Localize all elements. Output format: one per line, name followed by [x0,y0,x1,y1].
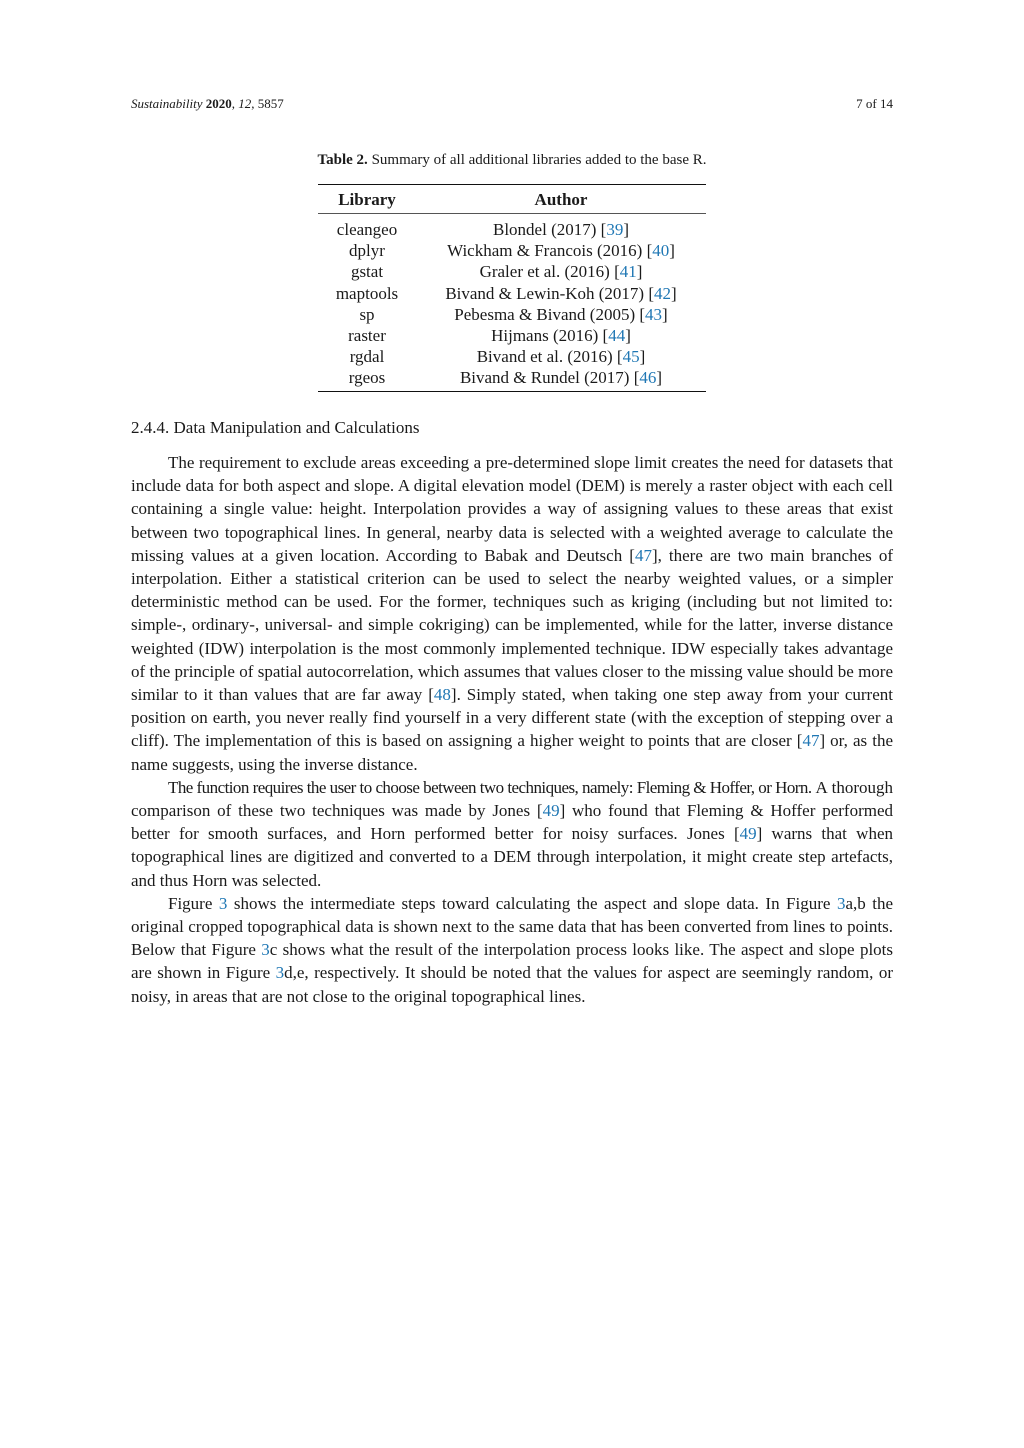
citation-link[interactable]: 43 [645,304,663,324]
citation-link[interactable]: 47 [634,545,652,565]
author-cell: Pebesma & Bivand (2005) [43] [454,304,668,324]
figure-link[interactable]: 3 [275,963,285,983]
author-text: Graler et al. (2016) [ [479,262,620,282]
library-cell: rgdal [349,347,385,367]
paragraph-interpolation [131,451,893,776]
figure-link[interactable]: 3 [261,940,270,960]
paragraph-text: Figure [168,893,219,913]
column-header-library: Library [318,185,416,214]
author-text: Hijmans (2016) [ [491,326,609,346]
paragraph-text: ] warns that when topographical lines are digitized and converted to a DEM through interpolation, it might create step artefacts, and thus Horn was selected. [131,824,893,890]
paragraph-techniques [131,776,893,892]
figure-link[interactable]: 3 [836,893,846,913]
table-caption-text: Summary of all additional libraries added to the base R. [367,152,707,168]
article-number: , 5857 [251,96,284,111]
figure-link[interactable]: 3 [218,893,228,913]
table-row [318,261,706,282]
author-text: Pebesma & Bivand (2005) [ [454,304,646,324]
journal-name: Sustainability [131,96,203,111]
citation-link[interactable]: 48 [433,685,451,705]
library-cell: rgeos [348,368,386,388]
author-text: Bivand & Lewin-Koh (2017) [ [445,283,654,303]
page-number: 7 of 14 [856,96,893,111]
author-cell: Hijmans (2016) [44] [491,326,631,346]
journal-volume: 12 [238,96,252,111]
paragraph-text: shows the intermediate steps toward calculating the aspect and slope data. In Figure [227,893,837,913]
table-row [318,304,706,325]
table-row [318,240,706,261]
paragraph-figure [131,892,893,1008]
author-text: Blondel (2017) [ [493,220,607,239]
paragraph-text: The requirement to exclude areas exceeding a pre-determined slope limit creates the need for datasets that include data for both aspect and slope. A digital elevation model (DEM) is merely a raster object with each cell containing a single value: height. Interpolation provides a way of assigning values to these areas that exist between two topographical lines. In general, nearby data is selected with a weighted average to calculate the missing values at a given location. According to Babak and Deutsch [ [131,453,893,565]
citation-link[interactable]: 49 [542,801,560,821]
author-cell: Blondel (2017) [39] [493,220,629,239]
libraries-table [318,184,706,392]
subsection-heading: 2.4.4. Data Manipulation and Calculations [131,418,420,437]
table-row [318,367,706,391]
body-text [131,451,893,1008]
author-cell: Bivand & Lewin-Koh (2017) [42] [445,283,677,303]
table-row [318,283,706,304]
paragraph-text: c shows what the result of the interpolation process looks like. The aspect and slope plots are shown in Figure [131,940,894,983]
citation-link[interactable]: 40 [652,241,670,261]
citation-link[interactable]: 39 [606,220,624,239]
author-cell: Graler et al. (2016) [41] [479,262,643,282]
library-cell: maptools [335,283,399,303]
citation-link[interactable]: 47 [802,731,820,751]
paragraph-text: d,e, respectively. It should be noted that the values for aspect are seemingly random, or noisy, in areas that are not close to the original topographical lines. [131,963,893,1006]
paragraph-text: A thorough comparison of these two techniques was made by Jones [ [131,777,893,821]
library-cell: dplyr [349,241,385,261]
paragraph-text: a,b the original cropped topographical data is shown next to the same data that has been converted from lines to points. Below that Figure [131,893,893,960]
citation-link[interactable]: 42 [654,283,671,303]
library-cell: gstat [350,262,384,282]
running-header: Sustainability 2020, 12, 5857 7 of 14 [131,96,893,111]
author-text: Bivand & Rundel (2017) [ [459,368,640,388]
paragraph-text: ] or, as the name suggests, using the inverse distance. [131,731,893,774]
table-row [318,214,706,241]
citation-link[interactable]: 49 [739,824,757,844]
citation-link[interactable]: 46 [639,368,657,388]
author-cell: Bivand & Rundel (2017) [46] [459,368,663,388]
table-row [318,346,706,367]
author-text: Bivand et al. (2016) [ [476,347,623,367]
author-cell: Wickham & Francois (2016) [40] [447,241,675,261]
citation-link[interactable]: 41 [619,262,637,282]
citation-link[interactable]: 44 [608,326,626,346]
library-cell: cleangeo [336,220,398,239]
paragraph-text: The function requires the user to choose between two techniques, namely: Fleming & Hoffer, or Horn. [168,777,812,797]
author-cell: Bivand et al. (2016) [45] [476,347,646,367]
table-row [318,325,706,346]
table-caption-label: Table 2. [317,152,368,168]
table-caption [0,152,1024,169]
paragraph-text: ] who found that Fleming & Hoffer performed better for smooth surfaces, and Horn performed better for noisy surfaces. Jones [ [131,801,893,844]
library-cell: sp [359,304,375,324]
paragraph-text: ], there are two main branches of interpolation. Either a statistical criterion can be used to select the nearby weighted values, or a simpler deterministic method can be used. For the former, techniques such as kriging (including but not limited to: simple-, ordinary-, universal- and simple cokriging) can be implemented, while for the latter, inverse distance weighted (IDW) interpolation is the most commonly implemented technique. IDW especially takes advantage of the principle of spatial autocorrelation, which assumes that values closer to the missing value should be more similar to it than values that are far away [ [131,545,893,705]
column-header-author: Author [416,185,706,214]
table-header-row [318,185,706,214]
citation-link[interactable]: 45 [622,347,640,367]
author-text: Wickham & Francois (2016) [ [447,241,653,261]
journal-year: 2020 [205,96,232,111]
paragraph-text: ]. Simply stated, when taking one step away from your current position on earth, you never really find yourself in a very different state (with the exception of stepping over a cliff). The implementation of this is based on assigning a higher weight to points that are closer [ [131,685,893,751]
library-cell: raster [348,326,386,346]
